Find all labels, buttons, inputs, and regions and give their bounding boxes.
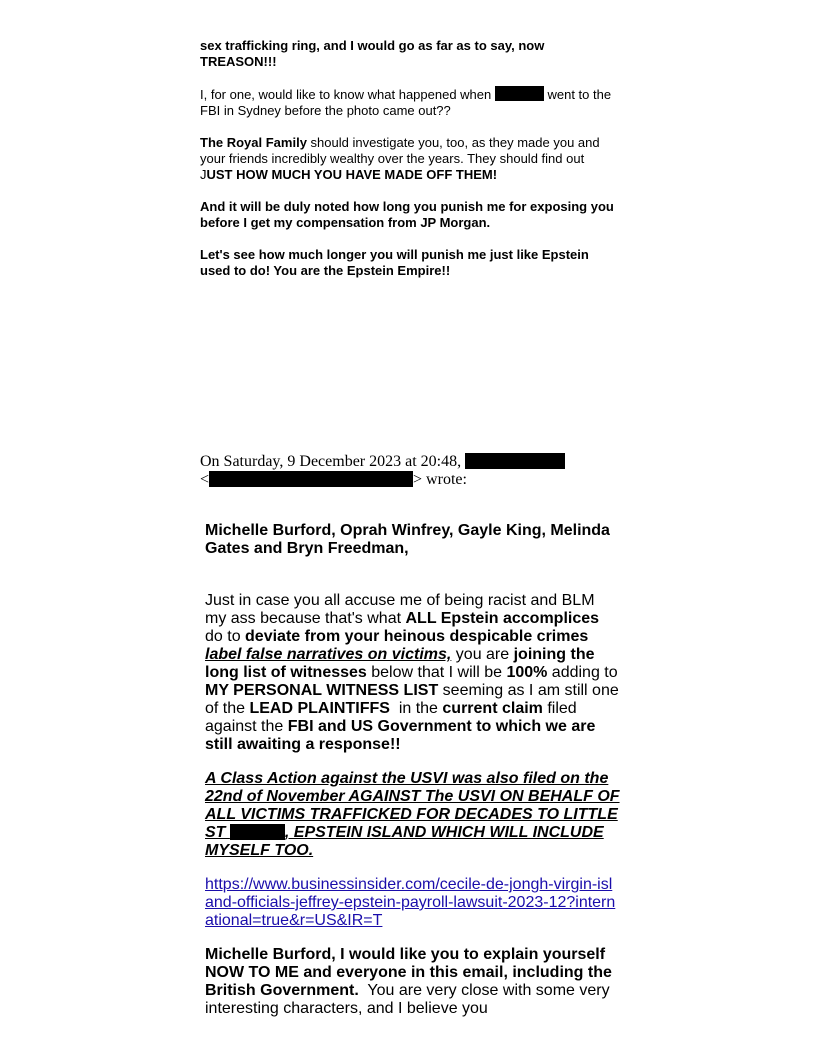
redaction-box [465,453,565,469]
article-link[interactable]: https://www.businessinsider.com/cecile-de-jongh-virgin-island-officials-jeffrey-epstein-payroll-lawsuit-2023-12?international=true&r=US&IR=T [205,876,616,929]
quote-header-sender: < > wrote: [200,471,467,488]
paragraph-link [205,876,620,930]
redaction-box [230,824,285,840]
paragraph-witness-list: Just in case you all accuse me of being racist and BLM my ass because that's what ALL Epstein accomplices do to deviate from your heinous despicable crimes label false narratives on victims, you are joining the long list of witnesses below that I will be 100% adding to MY PERSONAL WITNESS LIST seeming as I am still one of the LEAD PLAINTIFFS in the current claim filed against the FBI and US Government to which we are still awaiting a response!! [205,592,619,753]
email-body-quoted [205,522,620,1034]
redaction-box [209,471,413,487]
email-body-top [200,38,620,295]
paragraph-epstein-empire: Let's see how much longer you will punish me just like Epstein used to do! You are the Epstein Empire!! [200,247,589,278]
paragraph-fbi-sydney: I, for one, would like to know what happened when went to the FBI in Sydney before the photo came out?? [200,87,612,118]
paragraph-class-action: A Class Action against the USVI was also filed on the 22nd of November AGAINST The USVI ON BEHALF OF ALL VICTIMS TRAFFICKED FOR DECADES TO LITTLE ST , EPSTEIN ISLAND WHICH WILL INCLUDE MYSELF TOO. [205,770,620,859]
redaction-box [495,86,544,101]
paragraph-royal-family: The Royal Family should investigate you, too, as they made you and your friends incredibly wealthy over the years. They should find out JUST HOW MUCH YOU HAVE MADE OFF THEM! [200,135,600,182]
paragraph-explain: Michelle Burford, I would like you to explain yourself NOW TO ME and everyone in this email, including the British Government. You are very close with some very interesting characters, and I believe you [205,946,615,1017]
quote-header-date: On Saturday, 9 December 2023 at 20:48, [200,453,620,471]
greeting: Michelle Burford, Oprah Winfrey, Gayle King, Melinda Gates and Bryn Freedman, [205,522,610,557]
paragraph-compensation: And it will be duly noted how long you punish me for exposing you before I get my compensation from JP Morgan. [200,199,614,230]
paragraph-treason: sex trafficking ring, and I would go as far as to say, now TREASON!!! [200,38,545,69]
